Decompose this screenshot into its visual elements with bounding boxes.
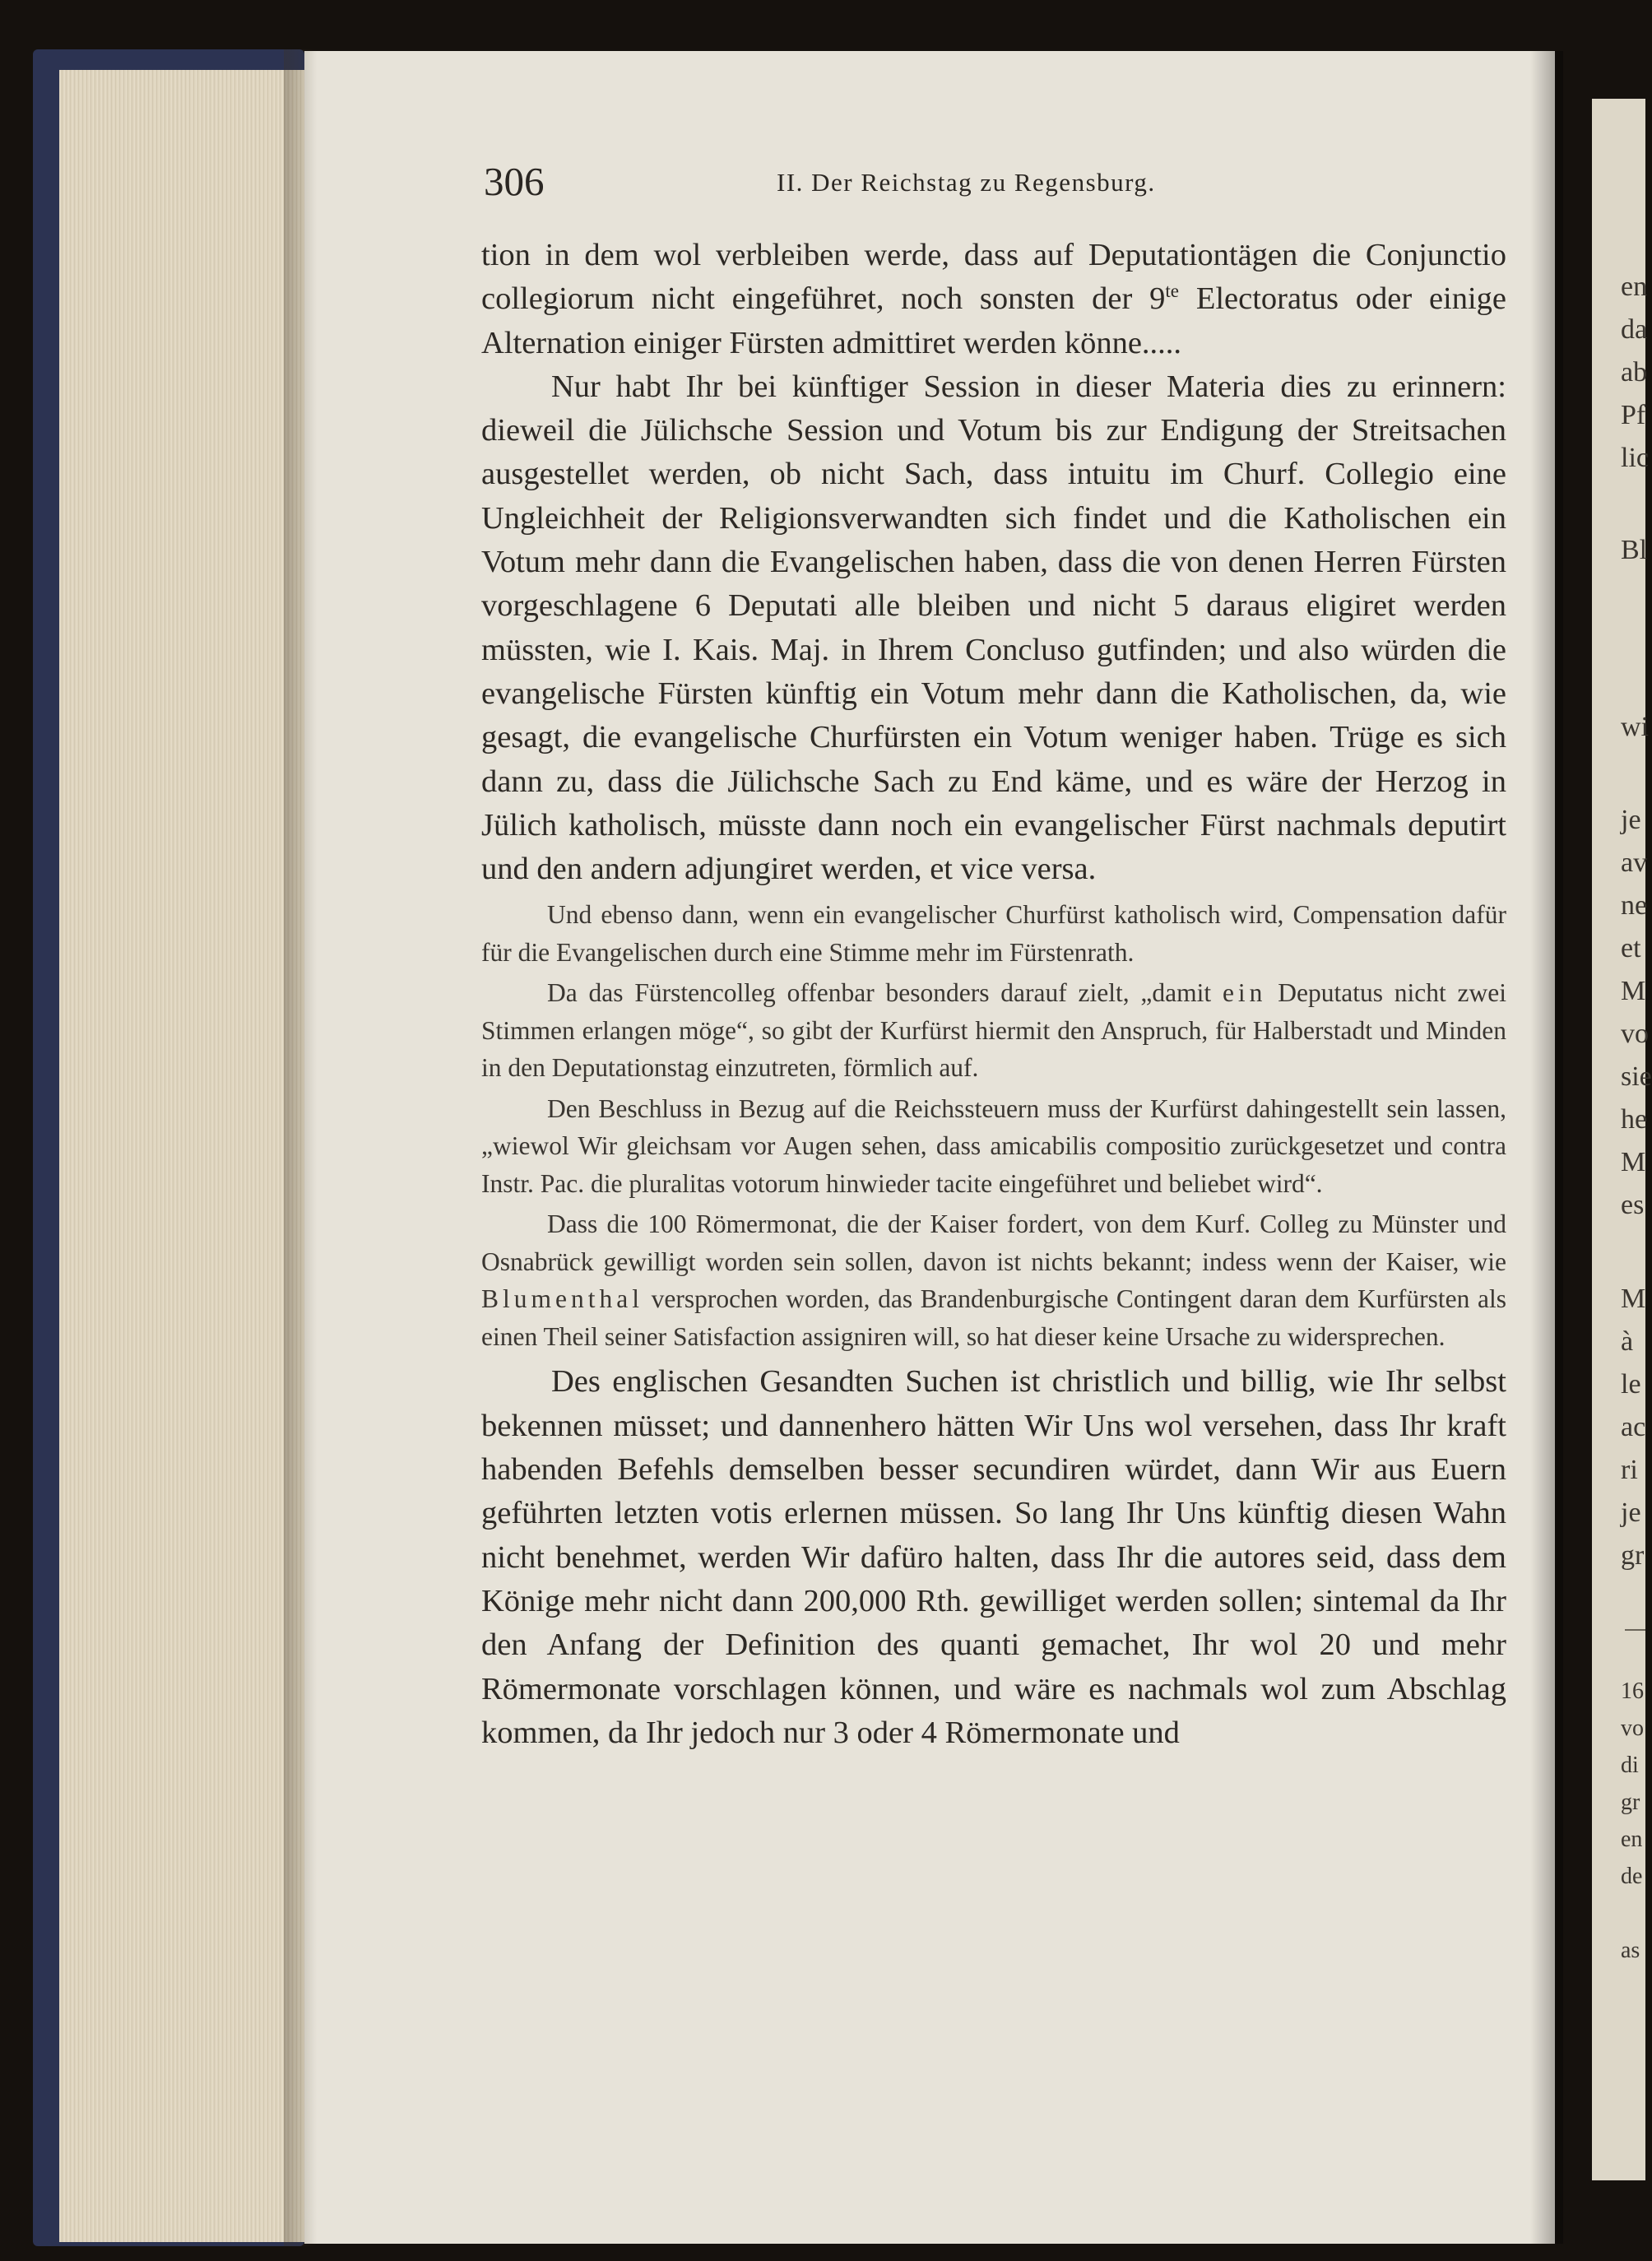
next-page-line: de (1621, 1864, 1643, 1889)
next-page-line: Bl (1621, 535, 1648, 565)
summary-2-emphasis: ein (1222, 978, 1267, 1008)
page-shadow (1530, 51, 1563, 2244)
running-title: II. Der Reichstag zu Regensburg. (777, 168, 1156, 197)
next-page-line: as (1621, 1938, 1640, 1963)
paragraph-2: Nur habt Ihr bei künftiger Session in dieser Materia dies zu erinnern: dieweil die Jülichsche Session und Votum bis zur Endigung der Streitsachen ausgestellet werden, ob nicht Sach, dass intuitu im Churf. Collegio eine Ungleichheit der Religionsverwandten sich findet und die Katholischen ein Votum mehr dann die Evangelischen haben, dass die von denen Herren Fürsten vorgeschlagene 6 Deputati alle bleiben und nicht 5 daraus eligiret werden müssten, wie I. Kais. Maj. in Ihrem Concluso gutfinden; und also würden die evangelische Fürsten künftig ein Votum mehr dann die Katholischen, da, wie gesagt, die evangelische Churfürsten ein Votum weniger haben. Trüge es sich dann zu, dass die Jülichsche Sach zu End käme, und es wäre der Herzog in Jülich katholisch, müsste dann noch ein evangelischer Fürst nachmals deputirt und den andern adjungiret werden, et vice versa. (481, 369, 1506, 887)
next-page-line: à (1621, 1326, 1634, 1357)
next-page-line: je (1621, 1497, 1641, 1528)
running-head (484, 158, 1553, 207)
summary-4-emphasis: Blumenthal (481, 1284, 643, 1314)
summary-2-text-b: Deputatus nicht zwei Stimmen erlangen möge“, so gibt der Kurfürst hiermit den Anspruch, für Halberstadt und Minden in den Deputationstag einzutreten, förmlich auf. (481, 978, 1507, 1083)
paragraph-1-end: Electoratus oder einige Alternation einiger Fürsten admittiret werden könne..... (481, 281, 1507, 360)
next-page-rule (1625, 1629, 1645, 1631)
next-page-line: gr (1621, 1790, 1640, 1815)
next-page-line: ne (1621, 890, 1648, 921)
paragraph-3: Des englischen Gesandten Suchen ist christlich und billig, wie Ihr selbst bekennen müsset; und dannenhero hätten Wir Uns wol versehen, dass Ihr kraft habenden Befehls demselben besser secundiren würdet, dann Wir aus Euern geführten letzten votis erlernen müssen. So lang Ihr Uns künftig diesen Wahn nicht benehmet, werden Wir dafüro halten, dass Ihr die autores seid, dass dem Könige mehr nicht dann 200,000 Rth. gewilliget werden sollen; sintemal da Ihr den Anfang der Definition des quanti gemachet, Ihr wol 20 und mehr Römermonate vorschlagen können, und wäre es nachmals wol zum Abschlag kommen, da Ihr jedoch nur 3 oder 4 Römermonate und (481, 1364, 1506, 1750)
next-page-line: ac (1621, 1412, 1646, 1442)
ordinal-number: 9 (1149, 281, 1166, 317)
next-page-line: lic (1621, 443, 1649, 473)
ordinal-superscript: te (1165, 280, 1180, 302)
paragraph-1 (481, 234, 1506, 365)
next-page-line: ri (1621, 1455, 1638, 1485)
summary-4-text-b: versprochen worden, das Brandenburgische Contingent daran dem Kurfürsten als einen Theil seiner Satisfaction assigniren will, so hat dieser keine Ursache zu widersprechen. (481, 1284, 1507, 1351)
next-page-line: av (1621, 847, 1648, 878)
summary-3: Den Beschluss in Bezug auf die Reichssteuern muss der Kurfürst dahingestellt sein lassen, „wiewol Wir gleichsam vor Augen sehen, dass amicabilis compositio zurückgesetzet und contra Instr. Pac. die pluralitas votorum hinwieder tacite eingeführet und beliebet wird“. (481, 1093, 1506, 1198)
page-body (481, 234, 1506, 1755)
next-page-line: je (1621, 805, 1641, 835)
next-page-line: Pf (1621, 400, 1646, 430)
summary-4 (481, 1205, 1506, 1355)
next-page-line: 16 (1621, 1678, 1644, 1704)
summary-4-text-a: Dass die 100 Römermonat, die der Kaiser fordert, von dem Kurf. Colleg zu Münster und Osnabrück gewilligt worden sein sollen, davon ist nichts bekannt; indess wenn der Kaiser, wie (481, 1209, 1506, 1276)
next-page-fragment (1592, 99, 1652, 2180)
next-page-line: he (1621, 1104, 1648, 1135)
next-page-line: vo (1621, 1715, 1644, 1741)
paragraph-1-text: tion in dem wol verbleiben werde, dass auf Deputationtägen die Conjunctio collegiorum nicht eingeführet, noch sonsten der (481, 238, 1506, 317)
summary-2-text-a: Da das Fürstencolleg offenbar besonders darauf zielt, „damit (547, 978, 1212, 1008)
next-page-line: es (1621, 1190, 1645, 1220)
next-page-line: M (1621, 1284, 1646, 1314)
next-page-line: le (1621, 1369, 1641, 1400)
next-page-line: et (1621, 933, 1641, 963)
next-page-line: en (1621, 1827, 1643, 1852)
next-page-line: wi (1621, 712, 1649, 742)
page-gutter (284, 49, 317, 2246)
summary-1: Und ebenso dann, wenn ein evangelischer Churfürst katholisch wird, Compensation dafür für die Evangelischen durch eine Stimme mehr im Fürstenrath. (481, 900, 1506, 967)
next-page-line: gr (1621, 1540, 1645, 1571)
next-page-line: en (1621, 272, 1648, 302)
next-page-line: da (1621, 314, 1648, 345)
next-page-line: di (1621, 1753, 1639, 1778)
summary-2 (481, 974, 1506, 1087)
next-page-line: ab (1621, 357, 1648, 388)
next-page-line: M (1621, 1147, 1646, 1177)
next-page-line: M (1621, 976, 1646, 1006)
next-page-line: sie (1621, 1061, 1652, 1092)
page-number: 306 (484, 159, 545, 204)
page-edges (59, 70, 306, 2242)
next-page-line: vo (1621, 1019, 1649, 1049)
